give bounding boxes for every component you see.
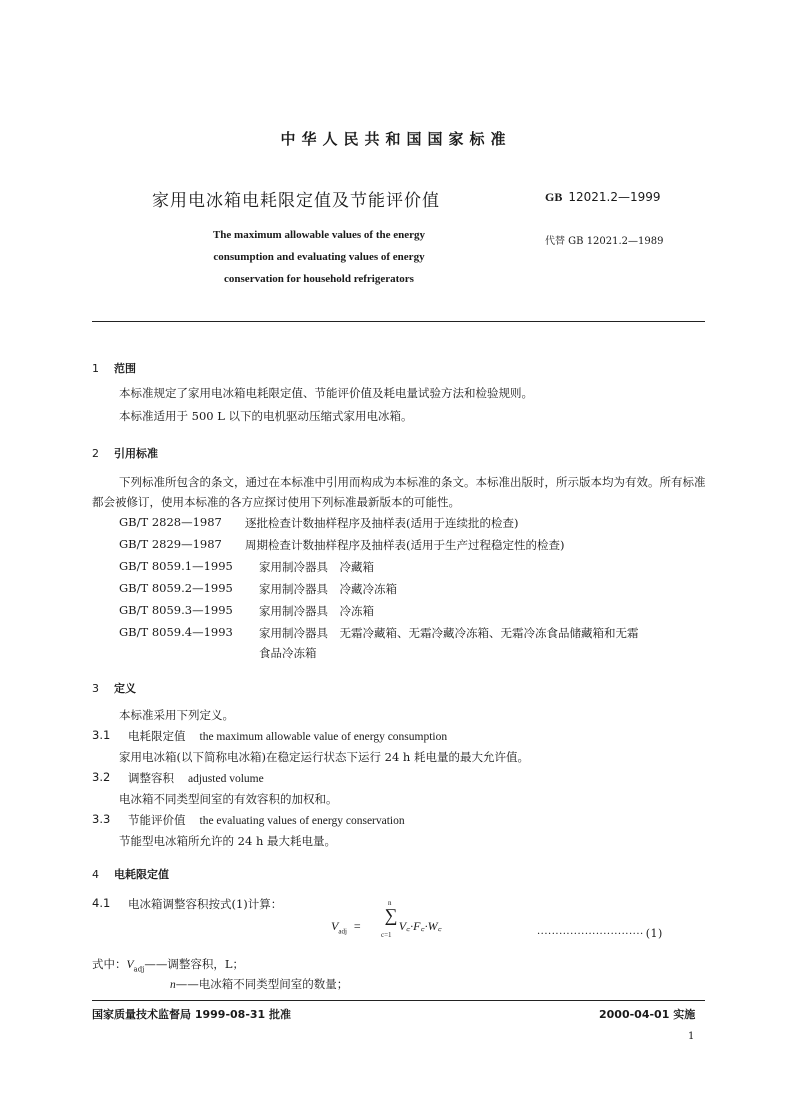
formula-leader: ····························· (1)	[537, 927, 663, 940]
document-title-zh: 家用电冰箱电耗限定值及节能评价值	[152, 191, 440, 211]
ref-code: GB/T 2829—1987	[119, 537, 222, 551]
clause-number: 4.1	[92, 896, 111, 910]
title-en-line: The maximum allowable values of the energy	[212, 229, 426, 241]
section-4-heading	[92, 866, 169, 882]
definition-term	[128, 728, 447, 744]
term-en: adjusted volume	[188, 773, 264, 785]
section-1-heading	[92, 360, 136, 376]
formula-lhs-sub: adj	[338, 927, 347, 936]
implementation-date: 2000-04-01 实施	[599, 1008, 696, 1021]
replaces-note: 代替 GB 12021.2—1989	[545, 236, 664, 247]
section-title: 定义	[114, 682, 136, 695]
sum-upper-limit: n	[388, 899, 392, 907]
term-en: the evaluating values of energy conservation	[199, 815, 405, 827]
where-line	[92, 956, 244, 973]
definition-text: 家用电冰箱(以下简称电冰箱)在稳定运行状态下运行 24 h 耗电量的最大允许值。	[119, 750, 529, 764]
ref-code: GB/T 8059.4—1993	[119, 625, 233, 639]
ref-code: GB/T 8059.3—1995	[119, 603, 233, 617]
ref-title-continued: 食品冷冻箱	[259, 646, 317, 660]
term-zh: 节能评价值	[128, 813, 186, 827]
symbol: n	[170, 979, 176, 991]
formula-number: (1)	[645, 927, 663, 940]
symbol-desc: ——电冰箱不同类型间室的数量；	[175, 977, 349, 991]
term-zh: 调整容积	[128, 771, 174, 785]
definition-term	[128, 812, 405, 828]
ref-code: GB/T 2828—1987	[119, 515, 222, 529]
section-number: 2	[92, 447, 99, 460]
ref-title: 逐批检查计数抽样程序及抽样表(适用于连续批的检查)	[245, 516, 519, 530]
section-title: 电耗限定值	[114, 868, 169, 881]
ref-title: 周期检查计数抽样程序及抽样表(适用于生产过程稳定性的检查)	[245, 538, 565, 552]
section-2-heading	[92, 445, 158, 461]
where-line	[170, 976, 348, 992]
ref-code: GB/T 8059.2—1995	[119, 581, 233, 595]
formula: $V_{adj}$ = ∑ n c=1 V꜀·F꜀·W꜀	[331, 899, 442, 939]
section-number: 1	[92, 362, 99, 375]
footer-divider	[92, 1000, 705, 1001]
approval-line: 国家质量技术监督局 1999-08-31 批准	[92, 1008, 292, 1021]
title-en-line: conservation for household refrigerators	[224, 273, 414, 285]
clause-number: 3.1	[92, 728, 111, 742]
definition-term	[128, 770, 264, 786]
sum-lower-limit: c=1	[381, 931, 392, 939]
standard-prefix: GB	[545, 190, 563, 204]
term-zh: 电耗限定值	[128, 729, 186, 743]
page-number: 1	[688, 1031, 695, 1042]
term-en: the maximum allowable value of energy consumption	[199, 731, 448, 743]
symbol: V	[126, 959, 134, 971]
section-title: 引用标准	[114, 447, 158, 460]
where-label: 式中：	[92, 957, 127, 971]
paragraph: 本标准规定了家用电冰箱电耗限定值、节能评价值及耗电量试验方法和检验规则。	[119, 386, 533, 400]
definition-text: 节能型电冰箱所允许的 24 h 最大耗电量。	[119, 834, 337, 848]
ref-title: 家用制冷器具 冷藏箱	[259, 560, 374, 574]
standard-code	[545, 190, 661, 205]
formula-rhs: V꜀·F꜀·W꜀	[398, 919, 442, 933]
paragraph: 本标准采用下列定义。	[119, 708, 234, 722]
ref-code: GB/T 8059.1—1995	[119, 559, 233, 573]
section-number: 3	[92, 682, 99, 695]
ref-title: 家用制冷器具 冷藏冷冻箱	[259, 582, 397, 596]
formula-lhs: V	[331, 919, 339, 933]
clause-number: 3.2	[92, 770, 111, 784]
title-en-line: consumption and evaluating values of energy	[213, 251, 425, 263]
ref-title: 家用制冷器具 冷冻箱	[259, 604, 374, 618]
summation-symbol: ∑ n c=1	[381, 899, 398, 939]
national-standard-heading: 中华人民共和国国家标准	[280, 130, 512, 148]
clause-text: 电冰箱调整容积按式(1)计算：	[128, 897, 283, 911]
document-title-en	[152, 224, 486, 290]
section-3-heading	[92, 680, 136, 696]
paragraph: 下列标准所包含的条文，通过在本标准中引用而构成为本标准的条文。本标准出版时，所示版本均为有效。所有标准都会被修订，使用本标准的各方应探讨使用下列标准最新版本的可能性。	[92, 475, 706, 509]
section-number: 4	[92, 868, 99, 881]
standard-number: 12021.2—1999	[568, 190, 661, 204]
section-title: 范围	[114, 362, 136, 375]
symbol-desc: ——调整容积，L；	[144, 957, 244, 971]
header-divider	[92, 321, 705, 322]
definition-text: 电冰箱不同类型间室的有效容积的加权和。	[119, 792, 338, 806]
ref-title: 家用制冷器具 无霜冷藏箱、无霜冷藏冷冻箱、无霜冷冻食品储藏箱和无霜	[259, 626, 639, 640]
paragraph: 本标准适用于 500 L 以下的电机驱动压缩式家用电冰箱。	[119, 409, 413, 423]
symbol-sub: adj	[133, 965, 145, 974]
clause-number: 3.3	[92, 812, 111, 826]
